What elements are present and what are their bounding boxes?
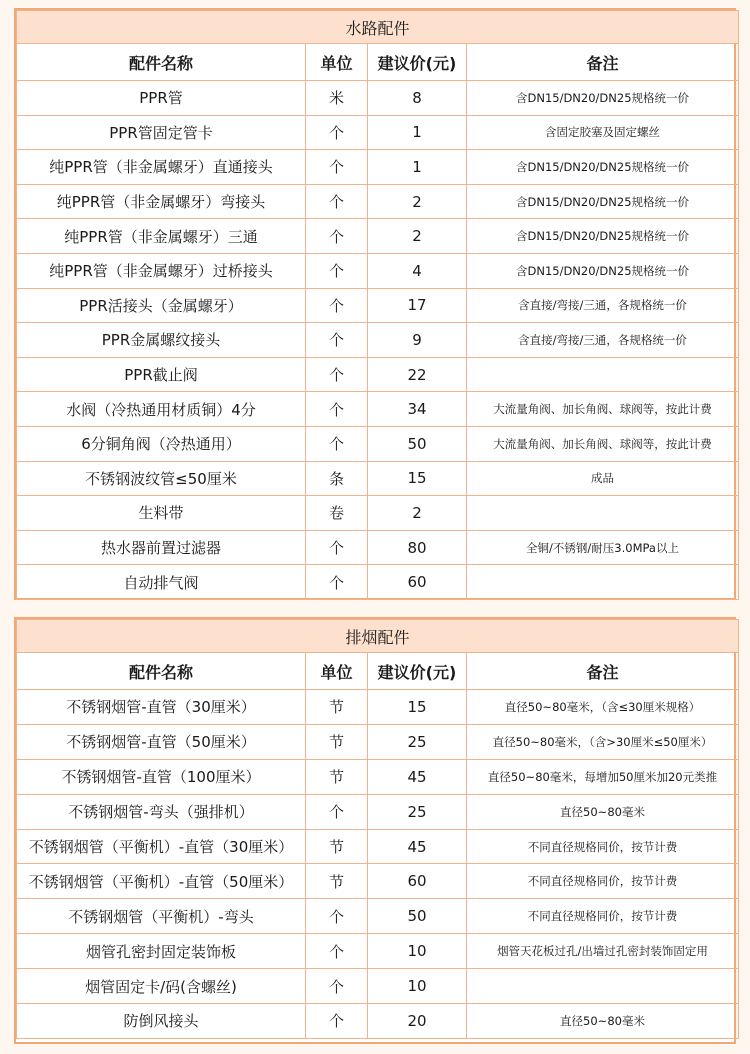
- cell-unit: 个: [306, 323, 368, 358]
- table-row: [17, 461, 739, 496]
- cell-note: 烟管天花板过孔/出墙过孔密封装饰固定用: [467, 934, 739, 969]
- cell-price: 80: [368, 530, 467, 565]
- cell-name: 不锈钢烟管（平衡机）-直管（30厘米）: [17, 829, 306, 864]
- cell-name: 不锈钢烟管-直管（100厘米）: [17, 759, 306, 794]
- water-fittings-section: [14, 8, 736, 600]
- table-row: [17, 530, 739, 565]
- cell-price: 9: [368, 323, 467, 358]
- cell-note: 含DN15/DN20/DN25规格统一价: [467, 184, 739, 219]
- cell-price: 25: [368, 724, 467, 759]
- table-row: [17, 392, 739, 427]
- table-row: [17, 184, 739, 219]
- cell-name: 防倒风接头: [17, 1004, 306, 1039]
- cell-unit: 米: [306, 81, 368, 116]
- table-row: [17, 934, 739, 969]
- col-header-price: 建议价(元): [368, 44, 467, 81]
- col-header-name: 配件名称: [17, 653, 306, 690]
- table-row: [17, 253, 739, 288]
- cell-note: 不同直径规格同价，按节计费: [467, 899, 739, 934]
- cell-note: [467, 565, 739, 600]
- cell-name: PPR管: [17, 81, 306, 116]
- cell-price: 50: [368, 426, 467, 461]
- cell-price: 4: [368, 253, 467, 288]
- col-header-price: 建议价(元): [368, 653, 467, 690]
- cell-note: [467, 357, 739, 392]
- table-row: [17, 724, 739, 759]
- table-row: [17, 1004, 739, 1039]
- cell-unit: 个: [306, 357, 368, 392]
- cell-price: 15: [368, 461, 467, 496]
- cell-unit: 个: [306, 899, 368, 934]
- cell-price: 60: [368, 565, 467, 600]
- cell-price: 2: [368, 496, 467, 531]
- cell-name: PPR截止阀: [17, 357, 306, 392]
- cell-name: 热水器前置过滤器: [17, 530, 306, 565]
- cell-unit: 个: [306, 150, 368, 185]
- cell-name: 纯PPR管（非金属螺牙）三通: [17, 219, 306, 254]
- cell-note: [467, 969, 739, 1004]
- cell-note: 直径50~80毫米，（含>30厘米≤50厘米）: [467, 724, 739, 759]
- cell-price: 50: [368, 899, 467, 934]
- cell-name: 不锈钢烟管-直管（50厘米）: [17, 724, 306, 759]
- cell-unit: 个: [306, 530, 368, 565]
- cell-note: 直径50~80毫米，每增加50厘米加20元类推: [467, 759, 739, 794]
- cell-note: 含固定胶塞及固定螺丝: [467, 115, 739, 150]
- cell-name: 纯PPR管（非金属螺牙）弯接头: [17, 184, 306, 219]
- cell-price: 20: [368, 1004, 467, 1039]
- section-title: 水路配件: [17, 11, 739, 44]
- cell-name: PPR金属螺纹接头: [17, 323, 306, 358]
- cell-note: [467, 496, 739, 531]
- table-row: [17, 969, 739, 1004]
- cell-price: 10: [368, 934, 467, 969]
- cell-unit: 条: [306, 461, 368, 496]
- cell-unit: 个: [306, 184, 368, 219]
- cell-price: 1: [368, 115, 467, 150]
- cell-price: 25: [368, 794, 467, 829]
- col-header-unit: 单位: [306, 44, 368, 81]
- cell-unit: 个: [306, 565, 368, 600]
- cell-unit: 节: [306, 864, 368, 899]
- cell-unit: 个: [306, 115, 368, 150]
- cell-note: 直径50~80毫米，（含≤30厘米规格）: [467, 690, 739, 725]
- cell-price: 45: [368, 759, 467, 794]
- cell-note: 大流量角阀、加长角阀、球阀等，按此计费: [467, 392, 739, 427]
- cell-name: 烟管固定卡/码(含螺丝): [17, 969, 306, 1004]
- cell-unit: 节: [306, 829, 368, 864]
- cell-price: 2: [368, 219, 467, 254]
- cell-name: 6分铜角阀（冷热通用）: [17, 426, 306, 461]
- cell-name: 水阀（冷热通用材质铜）4分: [17, 392, 306, 427]
- table-body: [17, 690, 739, 1039]
- cell-name: 不锈钢波纹管≤50厘米: [17, 461, 306, 496]
- cell-note: 含DN15/DN20/DN25规格统一价: [467, 81, 739, 116]
- cell-unit: 个: [306, 288, 368, 323]
- col-header-note: 备注: [467, 653, 739, 690]
- cell-note: 含直接/弯接/三通，各规格统一价: [467, 323, 739, 358]
- cell-name: 烟管孔密封固定装饰板: [17, 934, 306, 969]
- water-fittings-table: [16, 10, 739, 600]
- cell-note: 大流量角阀、加长角阀、球阀等，按此计费: [467, 426, 739, 461]
- table-row: [17, 690, 739, 725]
- col-header-note: 备注: [467, 44, 739, 81]
- cell-price: 8: [368, 81, 467, 116]
- flue-fittings-table: [16, 619, 739, 1039]
- cell-price: 15: [368, 690, 467, 725]
- table-row: [17, 829, 739, 864]
- cell-price: 2: [368, 184, 467, 219]
- cell-unit: 个: [306, 934, 368, 969]
- cell-note: 直径50~80毫米: [467, 1004, 739, 1039]
- cell-note: 含DN15/DN20/DN25规格统一价: [467, 219, 739, 254]
- table-row: [17, 794, 739, 829]
- cell-price: 10: [368, 969, 467, 1004]
- table-row: [17, 899, 739, 934]
- table-row: [17, 115, 739, 150]
- cell-note: 成品: [467, 461, 739, 496]
- cell-name: 不锈钢烟管-直管（30厘米）: [17, 690, 306, 725]
- table-row: [17, 288, 739, 323]
- section-title: 排烟配件: [17, 620, 739, 653]
- table-row: [17, 565, 739, 600]
- table-row: [17, 323, 739, 358]
- cell-note: 不同直径规格同价，按节计费: [467, 864, 739, 899]
- table-row: [17, 496, 739, 531]
- table-row: [17, 357, 739, 392]
- cell-name: PPR活接头（金属螺牙）: [17, 288, 306, 323]
- cell-note: 不同直径规格同价，按节计费: [467, 829, 739, 864]
- cell-unit: 个: [306, 392, 368, 427]
- col-header-unit: 单位: [306, 653, 368, 690]
- cell-price: 22: [368, 357, 467, 392]
- cell-price: 1: [368, 150, 467, 185]
- cell-price: 45: [368, 829, 467, 864]
- cell-name: 不锈钢烟管（平衡机）-弯头: [17, 899, 306, 934]
- table-row: [17, 426, 739, 461]
- cell-note: 直径50~80毫米: [467, 794, 739, 829]
- cell-price: 34: [368, 392, 467, 427]
- cell-unit: 个: [306, 426, 368, 461]
- cell-unit: 个: [306, 253, 368, 288]
- cell-price: 60: [368, 864, 467, 899]
- cell-unit: 个: [306, 1004, 368, 1039]
- table-row: [17, 864, 739, 899]
- cell-unit: 节: [306, 690, 368, 725]
- table-row: [17, 81, 739, 116]
- cell-unit: 个: [306, 969, 368, 1004]
- cell-unit: 节: [306, 759, 368, 794]
- cell-note: 含DN15/DN20/DN25规格统一价: [467, 150, 739, 185]
- cell-note: 全铜/不锈钢/耐压3.0MPa以上: [467, 530, 739, 565]
- cell-name: 生料带: [17, 496, 306, 531]
- cell-note: 含直接/弯接/三通，各规格统一价: [467, 288, 739, 323]
- table-body: [17, 81, 739, 600]
- flue-fittings-section: [14, 617, 736, 1044]
- cell-name: PPR管固定管卡: [17, 115, 306, 150]
- cell-name: 纯PPR管（非金属螺牙）过桥接头: [17, 253, 306, 288]
- cell-note: 含DN15/DN20/DN25规格统一价: [467, 253, 739, 288]
- table-row: [17, 219, 739, 254]
- cell-price: 17: [368, 288, 467, 323]
- cell-unit: 卷: [306, 496, 368, 531]
- cell-name: 不锈钢烟管-弯头（强排机）: [17, 794, 306, 829]
- cell-unit: 个: [306, 219, 368, 254]
- col-header-name: 配件名称: [17, 44, 306, 81]
- cell-unit: 节: [306, 724, 368, 759]
- table-row: [17, 150, 739, 185]
- cell-name: 不锈钢烟管（平衡机）-直管（50厘米）: [17, 864, 306, 899]
- table-row: [17, 759, 739, 794]
- cell-name: 自动排气阀: [17, 565, 306, 600]
- cell-name: 纯PPR管（非金属螺牙）直通接头: [17, 150, 306, 185]
- cell-unit: 个: [306, 794, 368, 829]
